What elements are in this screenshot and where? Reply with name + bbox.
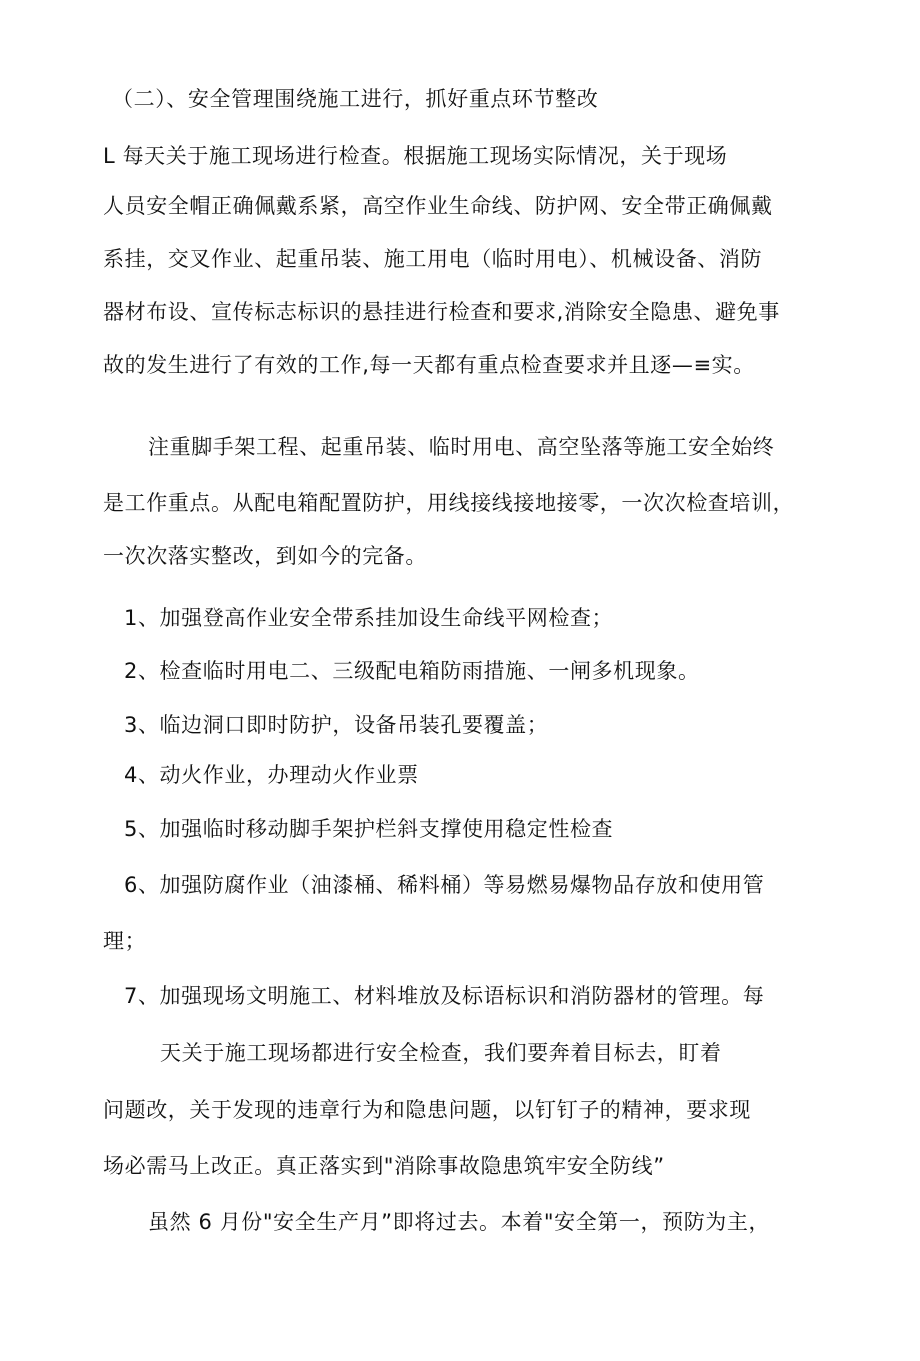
list-item: 1、加强登高作业安全带系挂加设生命线平网检查；	[124, 606, 614, 630]
section-heading: （二）、安全管理围绕施工进行，抓好重点环节整改	[112, 87, 599, 111]
paragraph-line: 场必需马上改正。真正落实到"消除事故隐患筑牢安全防线”	[103, 1154, 665, 1178]
paragraph-line: 是工作重点。从配电箱配置防护，用线接线接地接零，一次次检查培训，	[103, 491, 795, 515]
paragraph-line: 虽然 6 月份"安全生产月”即将过去。本着"安全第一，预防为主，	[148, 1210, 771, 1234]
paragraph-line: 器材布设、宣传标志标识的悬挂进行检查和要求,消除安全隐患、避免事	[103, 300, 780, 324]
paragraph-line: L 每天关于施工现场进行检查。根据施工现场实际情况，关于现场	[103, 144, 728, 168]
paragraph-line: 人员安全帽正确佩戴系紧，高空作业生命线、防护网、安全带正确佩戴	[103, 194, 773, 218]
paragraph-line: 问题改，关于发现的违章行为和隐患问题，以钉钉子的精神，要求现	[103, 1098, 751, 1122]
list-item: 2、检查临时用电二、三级配电箱防雨措施、一闸多机现象。	[124, 659, 700, 683]
list-item: 3、临边洞口即时防护，设备吊装孔要覆盖；	[124, 713, 549, 737]
paragraph-line: 注重脚手架工程、起重吊装、临时用电、高空坠落等施工安全始终	[148, 435, 775, 459]
paragraph-line: 天关于施工现场都进行安全检查，我们要奔着目标去，盯着	[160, 1041, 722, 1065]
list-item: 5、加强临时移动脚手架护栏斜支撑使用稳定性检查	[124, 817, 614, 841]
list-item: 6、加强防腐作业（油漆桶、稀料桶）等易燃易爆物品存放和使用管	[124, 873, 765, 897]
list-item: 理；	[103, 929, 147, 953]
paragraph-line: 系挂，交叉作业、起重吊装、施工用电（临时用电）、机械设备、消防	[103, 247, 763, 271]
paragraph-line: 一次次落实整改，到如今的完备。	[103, 544, 427, 568]
list-item: 7、加强现场文明施工、材料堆放及标语标识和消防器材的管理。每	[124, 984, 765, 1008]
list-item: 4、动火作业，办理动火作业票	[124, 763, 419, 787]
paragraph-line: 故的发生进行了有效的工作,每一天都有重点检查要求并且逐—≡实。	[103, 353, 755, 377]
